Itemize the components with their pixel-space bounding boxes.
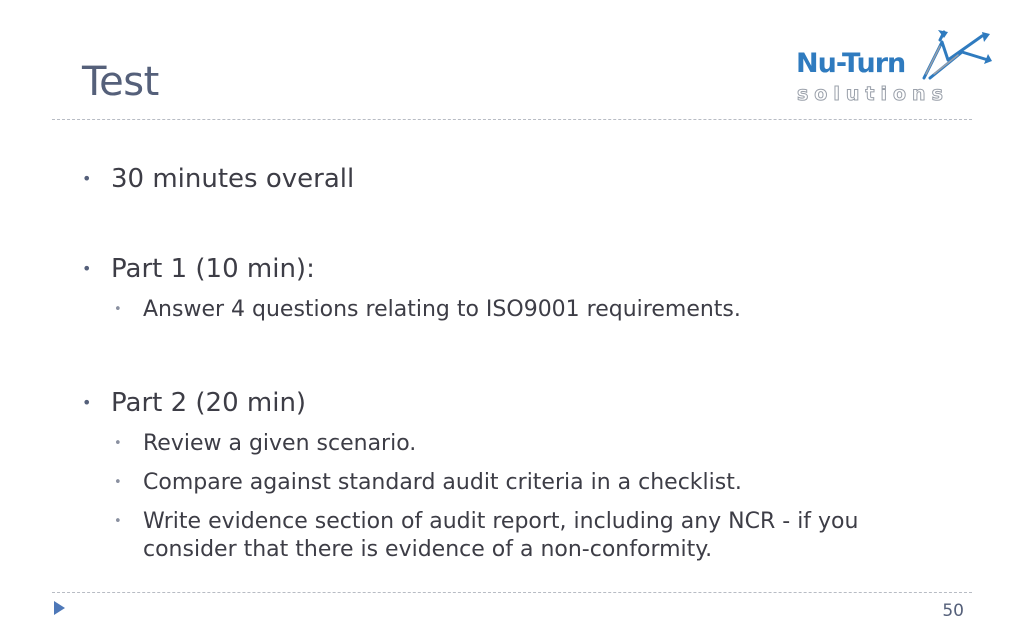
slide-title: Test bbox=[82, 59, 159, 105]
bullet-part1-item: • Answer 4 questions relating to ISO9001 requirements. bbox=[111, 296, 942, 324]
bullet-part1-heading: • Part 1 (10 min): bbox=[82, 252, 942, 286]
bullet-part2-item-write: • Write evidence section of audit report, including any NCR - if you consider that there is evidence of a non-conformity. bbox=[111, 508, 942, 564]
bullet-overall: • 30 minutes overall bbox=[82, 162, 942, 196]
bullet-list bbox=[82, 162, 942, 564]
title-divider bbox=[52, 119, 972, 120]
arrows-icon bbox=[922, 30, 992, 82]
page-number: 50 bbox=[942, 601, 964, 621]
logo-sub-text: solutions bbox=[797, 83, 949, 105]
bullet-part2-item-compare: • Compare against standard audit criteria in a checklist. bbox=[111, 469, 942, 497]
company-logo bbox=[796, 30, 996, 115]
play-arrow-icon[interactable] bbox=[54, 601, 65, 615]
footer-divider bbox=[52, 592, 972, 593]
logo-brand-text: Nu-Turn bbox=[796, 48, 906, 79]
bullet-part2-heading: • Part 2 (20 min) bbox=[82, 386, 942, 420]
bullet-part2-item-scenario: • Review a given scenario. bbox=[111, 430, 942, 458]
